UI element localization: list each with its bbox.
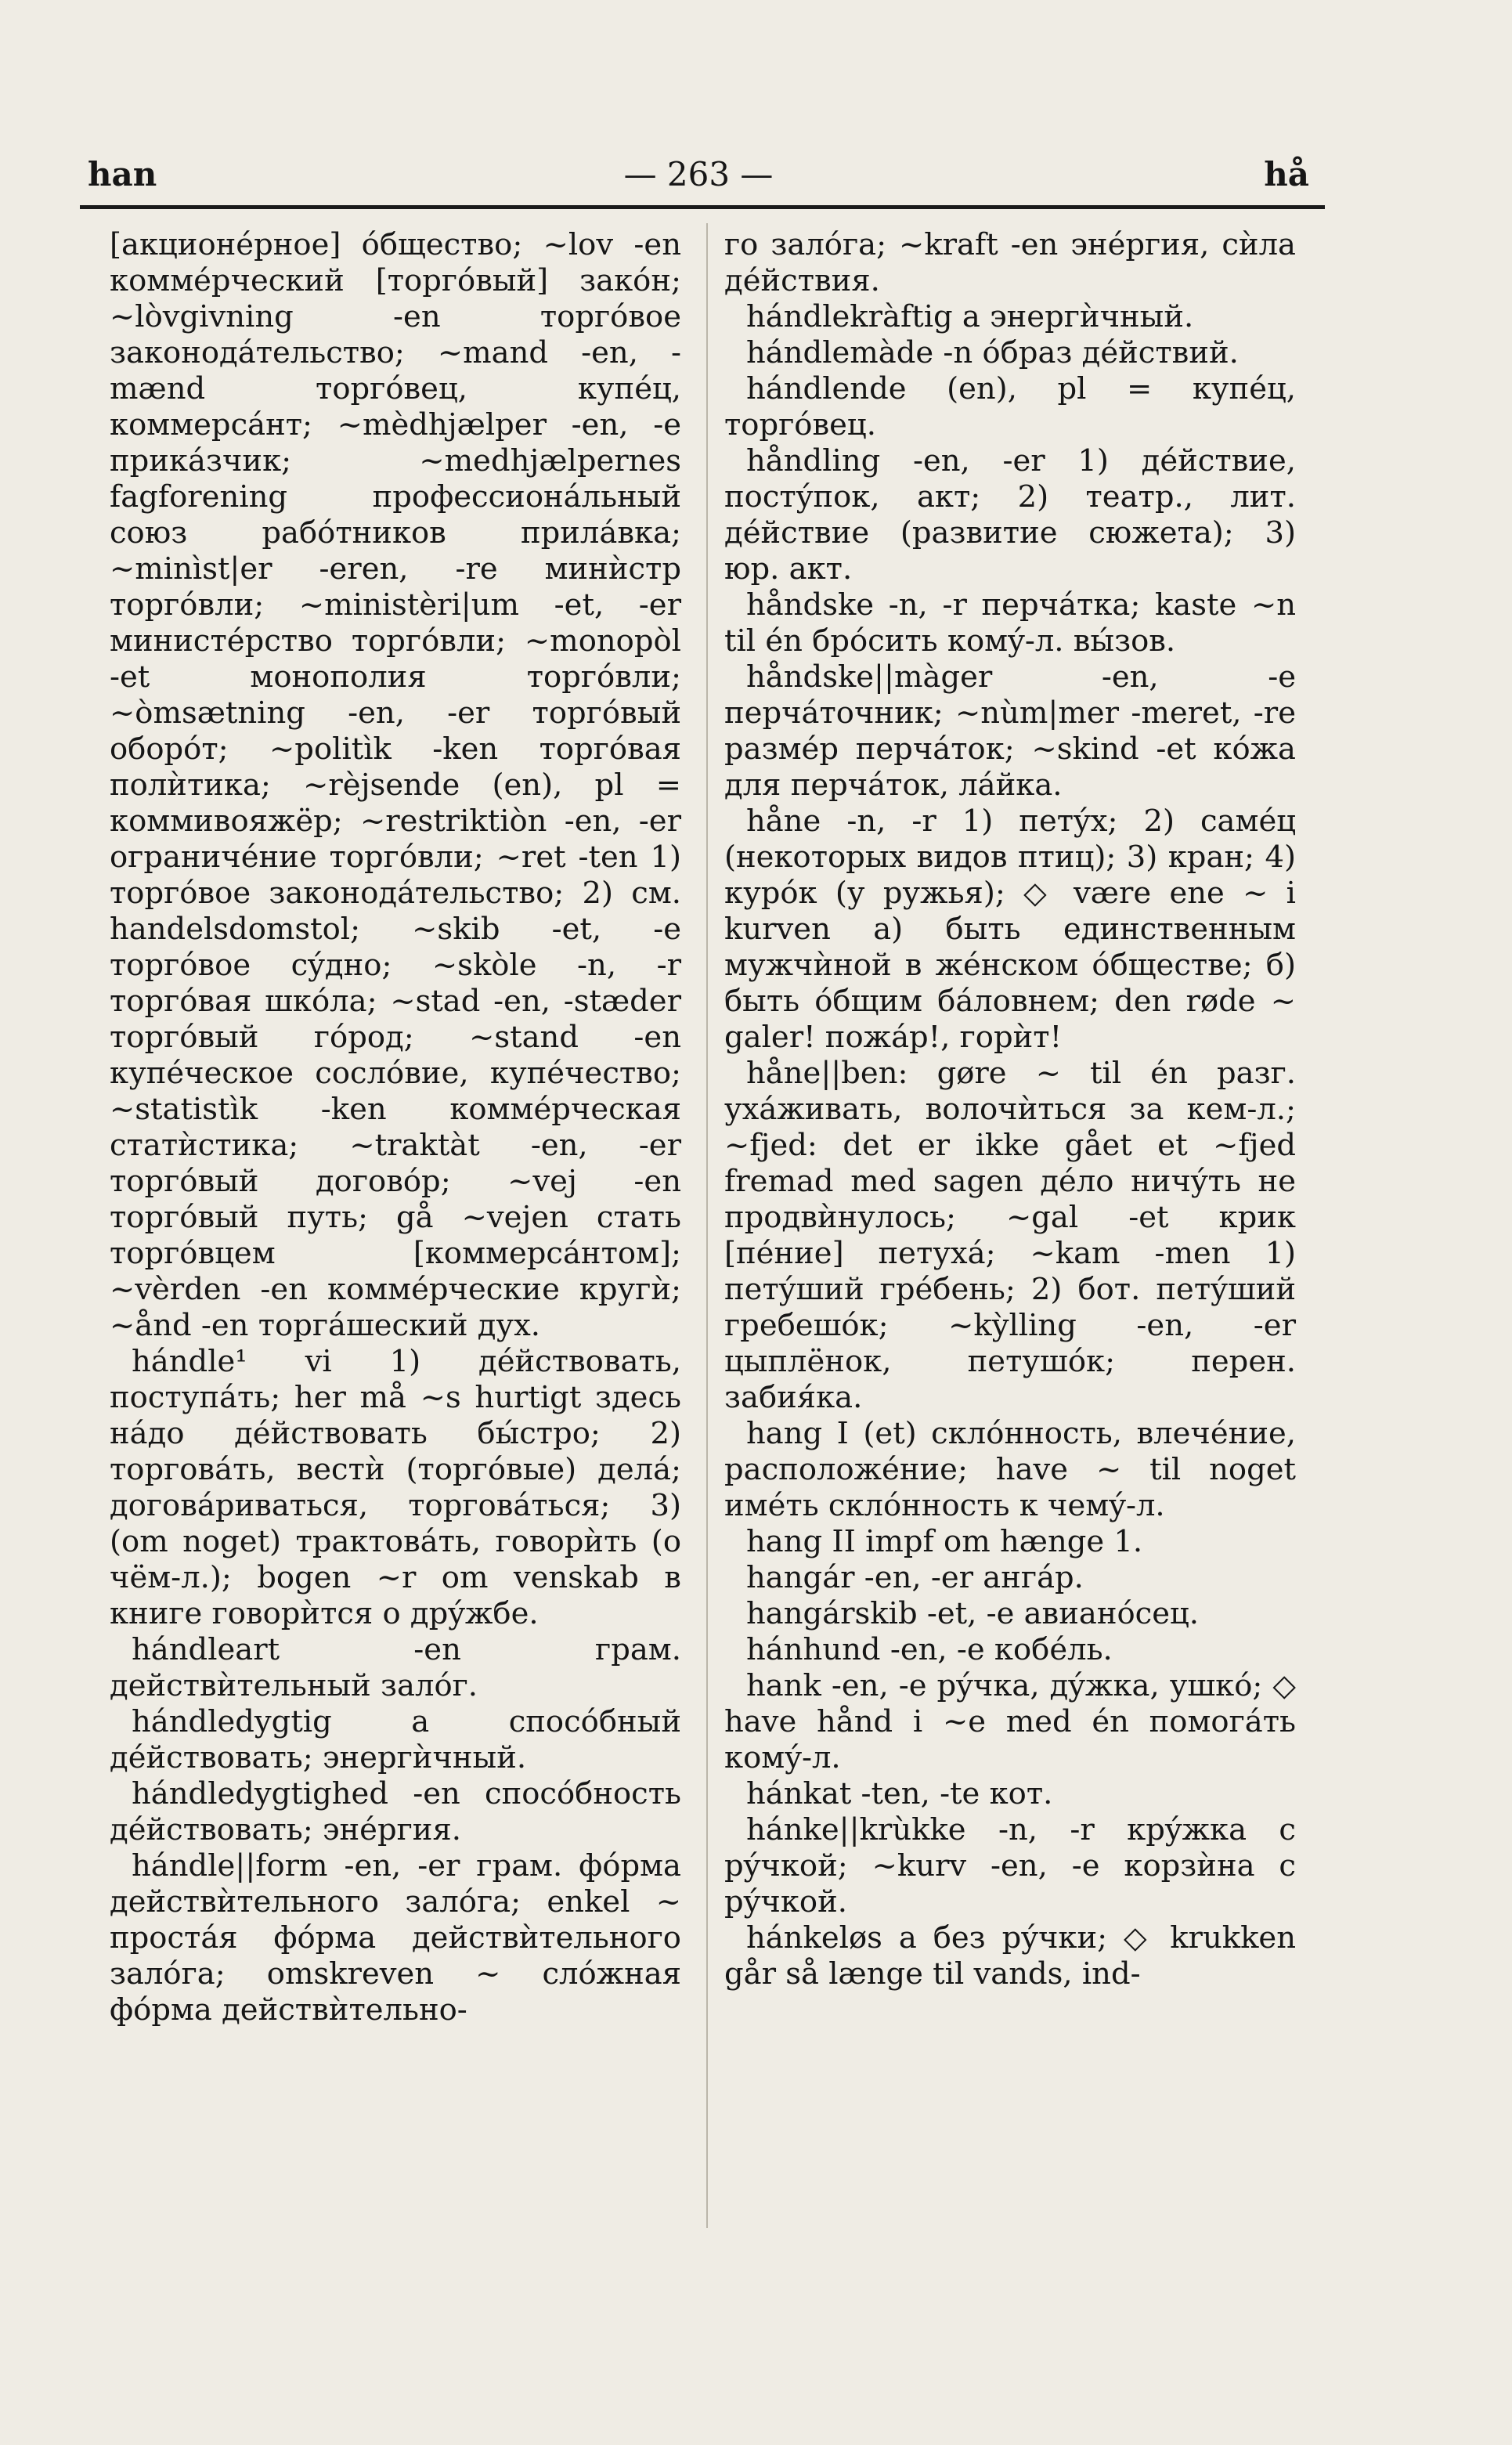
left-column: [110, 227, 681, 2028]
dictionary-entry: hándleart -en грам. действѝтельный залóг.: [110, 1632, 681, 1703]
dictionary-entry: håndske||màger -en, -e перчáточник; ~nùm|mer -meret, -re размéр перчáток; ~skind -et кóжа для перчáток, лáйка.: [724, 659, 1296, 803]
dictionary-entry: hándlemàde -n óбраз дéйствий.: [746, 335, 1239, 370]
dictionary-entry: håndling -en, -er 1) дéйствие, постýпок, акт; 2) театр., лит. дéйствие (развитие сюжета); 3) юр. акт.: [724, 443, 1296, 587]
dictionary-entry: hánkat -ten, -te кот.: [746, 1776, 1053, 1811]
header-rule: [80, 205, 1325, 209]
column-divider: [706, 223, 708, 2228]
dictionary-entry: hang II impf om hænge 1.: [746, 1524, 1143, 1559]
dictionary-entry: hándledygtig a спосóбный дéйствовать; энергѝчный.: [110, 1704, 681, 1775]
running-head: [88, 155, 1309, 210]
entry-continuation: го залóга; ~kraft -en энéргия, сѝла дéйствия.: [724, 227, 1296, 298]
dictionary-entry: hánke||krùkke -n, -r крýжка с рýчкой; ~kurv -en, -e корзѝна с рýчкой.: [724, 1812, 1296, 1920]
dictionary-entry: hánkeløs a без рýчки; ◇ krukken går så længe til vands, ind-: [724, 1920, 1296, 1992]
dictionary-entry: hándlekràftig a энергѝчный.: [746, 299, 1194, 334]
dictionary-entry: hangár -en, -er ангáр.: [746, 1560, 1084, 1595]
dictionary-entry: hank -en, -e рýчка, дýжка, ушкó; ◇ have hånd i ~e med én помогáть комý-л.: [724, 1668, 1296, 1775]
dictionary-entry: hangárskib -et, -e авианóсец.: [746, 1596, 1200, 1631]
dictionary-entry: hándledygtighed -en спосóбность дéйствовать; энéргия.: [110, 1776, 681, 1847]
left-guide-word: han: [88, 155, 157, 193]
dictionary-entry: hándlende (en), pl = купéц, торгóвец.: [724, 371, 1296, 442]
entry-continuation: [акционéрное] óбщество; ~lov -en коммéрческий [торгóвый] закóн; ~lòvgivning -en торгóвое законодáтельство; ~mand -en, -mænd торгóвец, купéц, коммерсáнт; ~mèdhjælper -en, -e прикáзчик; ~medhjælpernes fagforening профессионáльный союз рабóтников прилáвка; ~minìst|er -eren, -re минѝстр торгóвли; ~ministèri|um -et, -er министéрство торгóвли; ~monopòl -et монополия торгóвли; ~òmsætning -en, -er торгóвый оборóт; ~politìk -ken торгóвая полѝтика; ~rèjsende (en), pl = коммивояжёр; ~restriktiòn -en, -er ограничéние торгóвли; ~ret -ten 1) торгóвое законодáтельство; 2) см. handelsdomstol; ~skib -et, -e торгóвое сýдно; ~skòle -n, -r торгóвая шкóла; ~stad -en, -stæder торгóвый гóрод; ~stand -en купéческое сослóвие, купéчество; ~statistìk -ken коммéрческая статѝстика; ~traktàt -en, -er торгóвый договóр; ~vej -en торгóвый путь; gå ~vejen стать торгóвцем [коммерсáнтом]; ~vèrden -en коммéрческие кругѝ; ~ånd -en торгáшеский дух.: [110, 227, 681, 1343]
dictionary-entry: hándle||form -en, -er грам. фóрма действѝтельного залóга; enkel ~ простáя фóрма действѝтельного залóга; omskreven ~ слóжная фóрма действѝтельно-: [110, 1848, 681, 2028]
right-guide-word: hå: [1264, 155, 1309, 193]
dictionary-entry: håne||ben: gøre ~ til én разг. ухáживать, волочѝться за кем-л.; ~fjed: det er ikke gået et ~fjed fremad med sagen дéло ничýть не продвѝнулось; ~gal -et крик [пéние] петухá; ~kam -men 1) петýший грéбень; 2) бот. петýший гребешóк; ~kỳlling -en, -er цыплёнок, петушóк; перен. забия́ка.: [724, 1056, 1296, 1415]
right-column: [724, 227, 1296, 1992]
dictionary-entry: hándle¹ vi 1) дéйствовать, поступáть; her må ~s hurtigt здесь нáдо дéйствовать бы́стро; 2) торговáть, вестѝ (торгóвые) делá; договáриваться, торговáться; 3) (om noget) трактовáть, говорѝть (о чём-л.); bogen ~r om venskab в книге говорѝтся о дрýжбе.: [110, 1344, 681, 1631]
dictionary-entry: håndske -n, -r перчáтка; kaste ~n til én брóсить комý-л. вы́зов.: [724, 587, 1296, 659]
dictionary-entry: håne -n, -r 1) петýх; 2) самéц (некоторых видов птиц); 3) кран; 4) курóк (у ружья); ◇ være ene ~ i kurven а) быть единственным мужчѝной в жéнском óбществе; б) быть óбщим бáловнем; den røde ~ galer! пожáр!, горѝт!: [724, 804, 1296, 1055]
dictionary-entry: hang I (et) склóнность, влечéние, расположéние; have ~ til noget имéть склóнность к чемý-л.: [724, 1416, 1296, 1523]
page-number: — 263 —: [623, 155, 774, 193]
dictionary-entry: hánhund -en, -e кобéль.: [746, 1632, 1113, 1667]
